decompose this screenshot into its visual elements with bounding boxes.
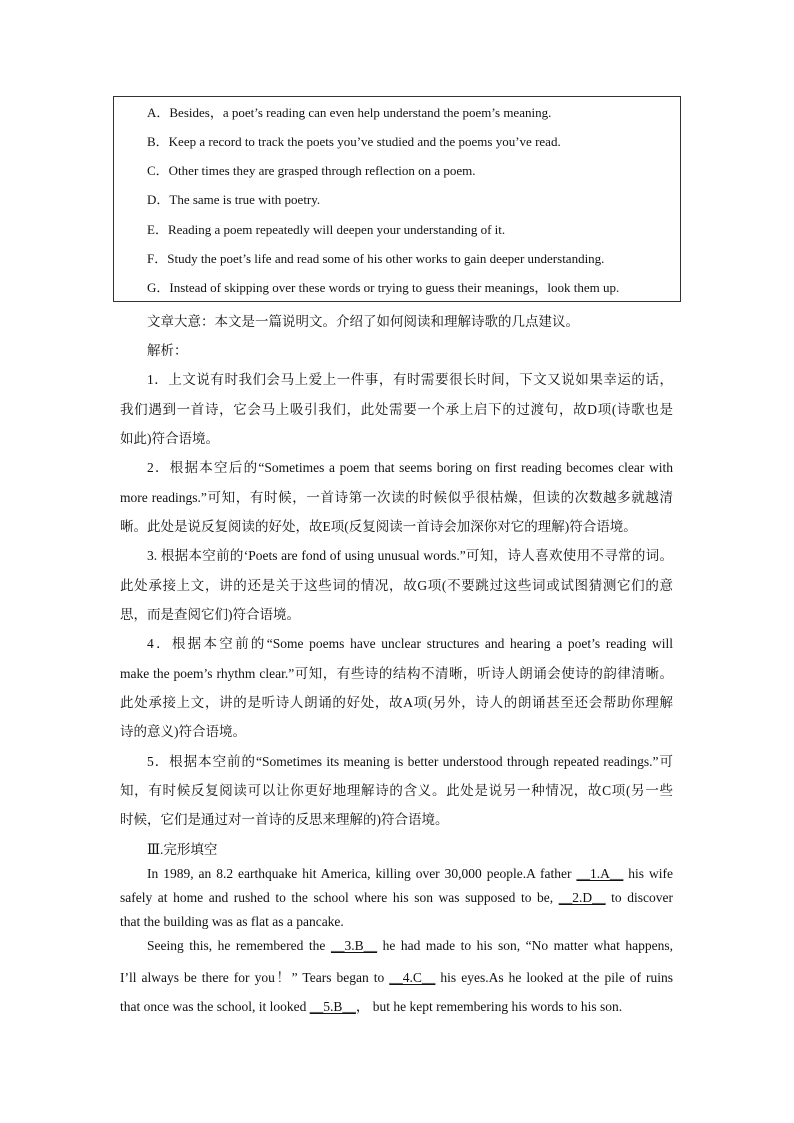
option-d: D．The same is true with poetry. — [147, 192, 321, 207]
cloze-text: his wife — [623, 866, 673, 881]
explanation-1-line-3: 如此)符合语境。 — [120, 431, 219, 446]
cloze-p1-line-1 — [147, 866, 673, 882]
cloze-text: to discover — [605, 890, 673, 905]
explanation-5-line-1: 5．根据本空前的“Sometimes its meaning is better understood through repeated readings.”可 — [147, 754, 673, 769]
cloze-blank-4: __4.C__ — [389, 970, 436, 985]
cloze-text: ， but he kept remembering his words to his son. — [355, 999, 623, 1014]
explanation-4-line-1: 4．根据本空前的“Some poems have unclear structures and hearing a poet’s reading will — [147, 636, 673, 651]
cloze-blank-1: __1.A__ — [576, 866, 624, 881]
cloze-text: he had made to his son, “No matter what happens, — [377, 938, 673, 953]
explanation-2-line-1: 2．根据本空后的“Sometimes a poem that seems boring on first reading becomes clear with — [147, 460, 673, 475]
option-a: A．Besides，a poet’s reading can even help understand the poem’s meaning. — [147, 105, 552, 120]
explanation-1-line-2: 我们遇到一首诗，它会马上吸引我们，此处需要一个承上启下的过渡句，故D项(诗歌也是 — [120, 402, 673, 417]
explanation-4-line-2: make the poem’s rhythm clear.”可知，有些诗的结构不清晰，听诗人朗诵会使诗的韵律清晰。 — [120, 666, 673, 681]
cloze-blank-3: __3.B__ — [330, 938, 378, 953]
cloze-p2-line-2 — [120, 966, 673, 986]
cloze-p2-line-1 — [147, 938, 673, 954]
section-heading: Ⅲ.完形填空 — [147, 842, 218, 857]
option-g: G．Instead of skipping over these words or trying to guess their meanings，look them up. — [147, 280, 620, 295]
explanation-2-line-3: 晰。此处是说反复阅读的好处，故E项(反复阅读一首诗会加深你对它的理解)符合语境。 — [120, 519, 637, 534]
options-box — [113, 96, 681, 302]
explanation-3-line-2: 此处承接上文，讲的还是关于这些词的情况，故G项(不要跳过这些词或试图猜测它们的意 — [120, 578, 673, 593]
cloze-text: Seeing this, he remembered the — [147, 938, 331, 953]
cloze-p1-line-3: that the building was as flat as a pancake. — [120, 914, 344, 929]
explanation-5-line-2: 知，有时候反复阅读可以让你更好地理解诗的含义。此处是说另一种情况，故C项(另一些 — [120, 783, 673, 798]
cloze-p2-line-3 — [120, 995, 622, 1015]
article-summary: 文章大意：本文是一篇说明文。介绍了如何阅读和理解诗歌的几点建议。 — [147, 314, 579, 329]
cloze-text: In 1989, an 8.2 earthquake hit America, killing over 30,000 people.A father — [147, 866, 577, 881]
analysis-heading: 解析： — [147, 343, 188, 358]
cloze-text: I’ll always be there for you！” Tears began to — [120, 970, 390, 985]
option-b: B．Keep a record to track the poets you’ve studied and the poems you’ve read. — [147, 134, 561, 149]
explanation-3-line-1: 3. 根据本空前的‘Poets are fond of using unusual words.”可知，诗人喜欢使用不寻常的词。 — [147, 548, 673, 563]
explanation-2-line-2: more readings.”可知，有时候，一首诗第一次读的时候似乎很枯燥，但读的次数越多就越清 — [120, 490, 673, 505]
option-e: E．Reading a poem repeatedly will deepen your understanding of it. — [147, 222, 506, 237]
cloze-blank-2: __2.D__ — [558, 890, 606, 905]
option-c: C．Other times they are grasped through reflection on a poem. — [147, 163, 476, 178]
explanation-3-line-3: 思，而是查阅它们)符合语境。 — [120, 607, 300, 622]
option-f: F．Study the poet’s life and read some of his other works to gain deeper understanding. — [147, 251, 605, 266]
explanation-5-line-3: 时候，它们是通过对一首诗的反思来理解的)符合语境。 — [120, 812, 449, 827]
cloze-blank-5: __5.B__ — [309, 999, 356, 1014]
explanation-4-line-4: 诗的意义)符合语境。 — [120, 724, 246, 739]
cloze-text: safely at home and rushed to the school where his son was supposed to be, — [120, 890, 559, 905]
cloze-text: his eyes.As he looked at the pile of ruins — [435, 970, 673, 985]
explanation-4-line-3: 此处承接上文，讲的是听诗人朗诵的好处，故A项(另外，诗人的朗诵甚至还会帮助你理解 — [120, 695, 673, 710]
cloze-text: that once was the school, it looked — [120, 999, 310, 1014]
cloze-p1-line-2 — [120, 890, 673, 906]
explanation-1-line-1: 1．上文说有时我们会马上爱上一件事，有时需要很长时间，下文又说如果幸运的话， — [147, 372, 673, 387]
